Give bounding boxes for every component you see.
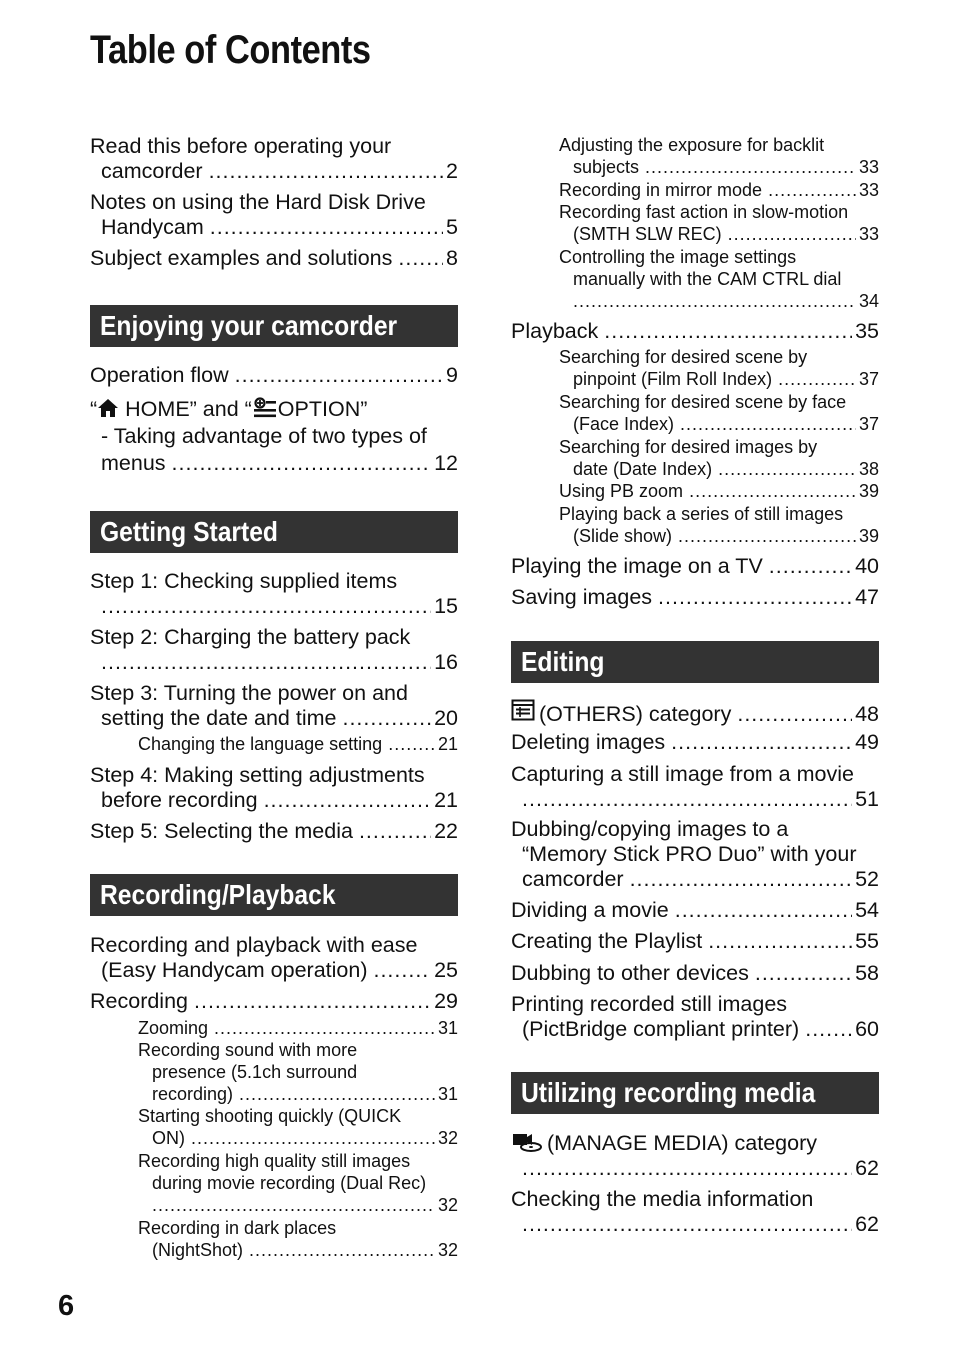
toc-subentry-language[interactable]: Changing the language setting ..... 21 xyxy=(138,733,458,755)
toc-subentry-slow-motion[interactable]: Recording fast action in slow-motion (SMTH SLW REC) ..... 33 xyxy=(559,201,879,245)
toc-entry-others-category[interactable]: (OTHERS) category ..... 48 xyxy=(511,699,879,727)
option-icon xyxy=(252,397,278,419)
section-header-getting-started: Getting Started xyxy=(90,511,458,553)
toc-entry-step3[interactable]: Step 3: Turning the power on and setting the date and time ..... 20 xyxy=(90,681,458,731)
toc-subentry-zooming[interactable]: Zooming ..... 31 xyxy=(138,1017,458,1039)
toc-entry-dividing[interactable]: Dividing a movie ..... 54 xyxy=(511,898,879,923)
toc-subentry-film-roll[interactable]: Searching for desired scene by pinpoint (Film Roll Index) ..... 37 xyxy=(559,346,879,390)
toc-entry-saving-images[interactable]: Saving images ..... 47 xyxy=(511,585,879,610)
toc-subentry-nightshot[interactable]: Recording in dark places (NightShot) ..... 32 xyxy=(138,1217,458,1261)
section-header-enjoying: Enjoying your camcorder xyxy=(90,305,458,347)
toc-entry-playlist[interactable]: Creating the Playlist ..... 55 xyxy=(511,929,879,954)
toc-entry-playback[interactable]: Playback ..... 35 xyxy=(511,319,879,344)
toc-entry-printing[interactable]: Printing recorded still images (PictBridge compliant printer) ..... 60 xyxy=(511,992,879,1042)
toc-subentry-backlit[interactable]: Adjusting the exposure for backlit subjects ..... 33 xyxy=(559,134,879,178)
toc-entry-media-info[interactable]: Checking the media information ..... 62 xyxy=(511,1187,879,1237)
toc-entry-step4[interactable]: Step 4: Making setting adjustments before recording ..... 21 xyxy=(90,763,458,813)
others-icon xyxy=(511,699,535,721)
toc-subentry-face-index[interactable]: Searching for desired scene by face (Face Index) ..... 37 xyxy=(559,391,879,435)
toc-subentry-pb-zoom[interactable]: Using PB zoom ..... 39 xyxy=(559,480,879,502)
manage-media-icon xyxy=(511,1131,543,1153)
section-header-editing: Editing xyxy=(511,641,879,683)
toc-entry-step2[interactable]: Step 2: Charging the battery pack ..... 16 xyxy=(90,625,458,675)
toc-subentry-mirror[interactable]: Recording in mirror mode ..... 33 xyxy=(559,179,879,201)
home-icon xyxy=(97,397,119,419)
toc-entry-step5[interactable]: Step 5: Selecting the media ..... 22 xyxy=(90,819,458,844)
toc-subentry-surround[interactable]: Recording sound with more presence (5.1ch surround recording) ..... 31 xyxy=(138,1039,458,1105)
toc-subentry-date-index[interactable]: Searching for desired images by date (Date Index) ..... 38 xyxy=(559,436,879,480)
toc-entry-read-before[interactable]: Read this before operating your camcorder ..... 2 xyxy=(90,134,458,184)
toc-entry-playing-tv[interactable]: Playing the image on a TV ..... 40 xyxy=(511,554,879,579)
toc-entry-home-option[interactable]: “ HOME” and “ OPTION” - Taking advantage of two types of menus ..... 12 xyxy=(90,397,458,476)
toc-entry-subject-examples[interactable]: Subject examples and solutions ..... 8 xyxy=(90,246,458,271)
toc-entry-step1[interactable]: Step 1: Checking supplied items ..... 15 xyxy=(90,569,458,619)
toc-subentry-dual-rec[interactable]: Recording high quality still images during movie recording (Dual Rec) ..... 32 xyxy=(138,1150,458,1216)
toc-entry-capturing-still[interactable]: Capturing a still image from a movie ..... 51 xyxy=(511,762,879,812)
toc-subentry-slide-show[interactable]: Playing back a series of still images (Slide show) ..... 39 xyxy=(559,503,879,547)
section-header-recording-playback: Recording/Playback xyxy=(90,874,458,916)
toc-subentry-quick-on[interactable]: Starting shooting quickly (QUICK ON) ..... 32 xyxy=(138,1105,458,1149)
toc-entry-recording[interactable]: Recording ..... 29 xyxy=(90,989,458,1014)
toc-entry-easy-handycam[interactable]: Recording and playback with ease (Easy Handycam operation) ..... 25 xyxy=(90,933,458,983)
toc-entry-deleting[interactable]: Deleting images ..... 49 xyxy=(511,730,879,755)
toc-entry-operation-flow[interactable]: Operation flow ..... 9 xyxy=(90,363,458,388)
toc-entry-dubbing-devices[interactable]: Dubbing to other devices ..... 58 xyxy=(511,961,879,986)
toc-entry-notes-hdd[interactable]: Notes on using the Hard Disk Drive Handycam ..... 5 xyxy=(90,190,458,240)
toc-subentry-cam-ctrl[interactable]: Controlling the image settings manually with the CAM CTRL dial ..... 34 xyxy=(559,246,879,312)
toc-entry-manage-media[interactable]: (MANAGE MEDIA) category ..... 62 xyxy=(511,1131,879,1181)
section-header-utilizing-media: Utilizing recording media xyxy=(511,1072,879,1114)
page-title: Table of Contents xyxy=(90,28,371,72)
toc-entry-dubbing-copying[interactable]: Dubbing/copying images to a “Memory Stick PRO Duo” with your camcorder ..... 52 xyxy=(511,817,879,892)
page-number: 6 xyxy=(58,1290,75,1322)
